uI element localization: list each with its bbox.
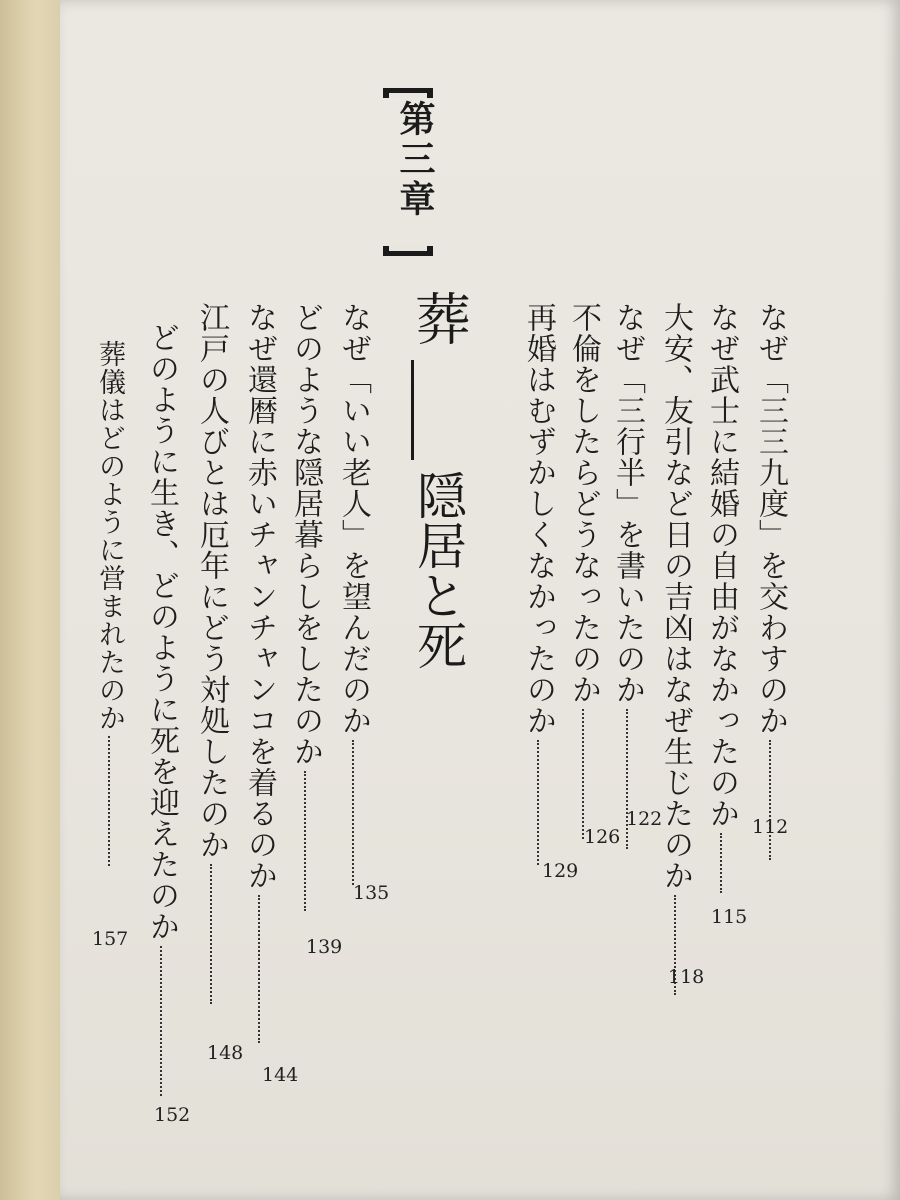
toc-entry	[288, 302, 323, 911]
toc-entry-page: 112	[752, 816, 789, 838]
toc-entry-page: 126	[584, 826, 621, 848]
toc-entry	[566, 302, 601, 839]
toc-entry-title: 葬儀はどのように営まれたのか	[94, 340, 125, 732]
toc-entry-page: 118	[668, 966, 705, 988]
toc-entry-title: なぜ還暦に赤いチャンチャンコを着るのか	[242, 302, 277, 891]
leader-dots	[210, 864, 212, 1004]
chapter-title-dash	[411, 360, 414, 460]
toc-entry-title: なぜ武士に結婚の自由がなかったのか	[704, 302, 739, 829]
toc-entry	[194, 302, 229, 1004]
leader-dots	[720, 833, 722, 893]
toc-entry-title: なぜ「三行半」を書いたのか	[610, 302, 645, 705]
chapter-bracket-bottom	[383, 246, 433, 256]
toc-entry-page: 115	[711, 906, 748, 928]
toc-entry	[336, 302, 371, 885]
leader-dots	[258, 895, 260, 1043]
leader-dots	[304, 771, 306, 911]
leader-dots	[537, 740, 539, 865]
toc-entry	[704, 302, 739, 893]
toc-entry-title: どのような隠居暮らしをしたのか	[288, 302, 323, 767]
leader-dots	[769, 740, 771, 860]
toc-entry	[144, 322, 179, 1096]
toc-entry-page: 157	[92, 928, 129, 950]
toc-entry-page: 139	[306, 936, 343, 958]
leader-dots	[352, 740, 354, 885]
toc-entry-page: 148	[207, 1042, 244, 1064]
toc-entry	[96, 340, 123, 866]
toc-entry-title: どのように生き、どのように死を迎えたのか	[144, 322, 179, 942]
toc-entry-title: なぜ「三三九度」を交わすのか	[753, 302, 788, 736]
toc-entry	[658, 302, 693, 995]
toc-entry-title: 大安、友引など日の吉凶はなぜ生じたのか	[658, 302, 693, 891]
toc-entry-page: 135	[353, 882, 390, 904]
toc-entry	[242, 302, 277, 1043]
leader-dots	[160, 946, 162, 1096]
page-edge	[0, 0, 66, 1200]
chapter-title	[398, 290, 478, 670]
toc-entry-title: 再婚はむずかしくなかったのか	[521, 302, 556, 736]
toc-entry-title: 江戸の人びとは厄年にどう対処したのか	[194, 302, 229, 860]
leader-dots	[108, 736, 110, 866]
toc-entry-page: 144	[262, 1064, 299, 1086]
leader-dots	[582, 709, 584, 839]
toc-entry-title: 不倫をしたらどうなったのか	[566, 302, 601, 705]
toc-entry	[521, 302, 556, 865]
toc-entry-page: 129	[542, 860, 579, 882]
toc-entry-page: 152	[154, 1104, 191, 1126]
toc-entry-title: なぜ「いい老人」を望んだのか	[336, 302, 371, 736]
chapter-label: 第三章	[394, 100, 436, 220]
chapter-title-sub: 隠居と死	[409, 470, 467, 670]
toc-entry	[753, 302, 788, 860]
toc-entry-page: 122	[626, 808, 663, 830]
chapter-title-main: 葬	[406, 290, 471, 346]
